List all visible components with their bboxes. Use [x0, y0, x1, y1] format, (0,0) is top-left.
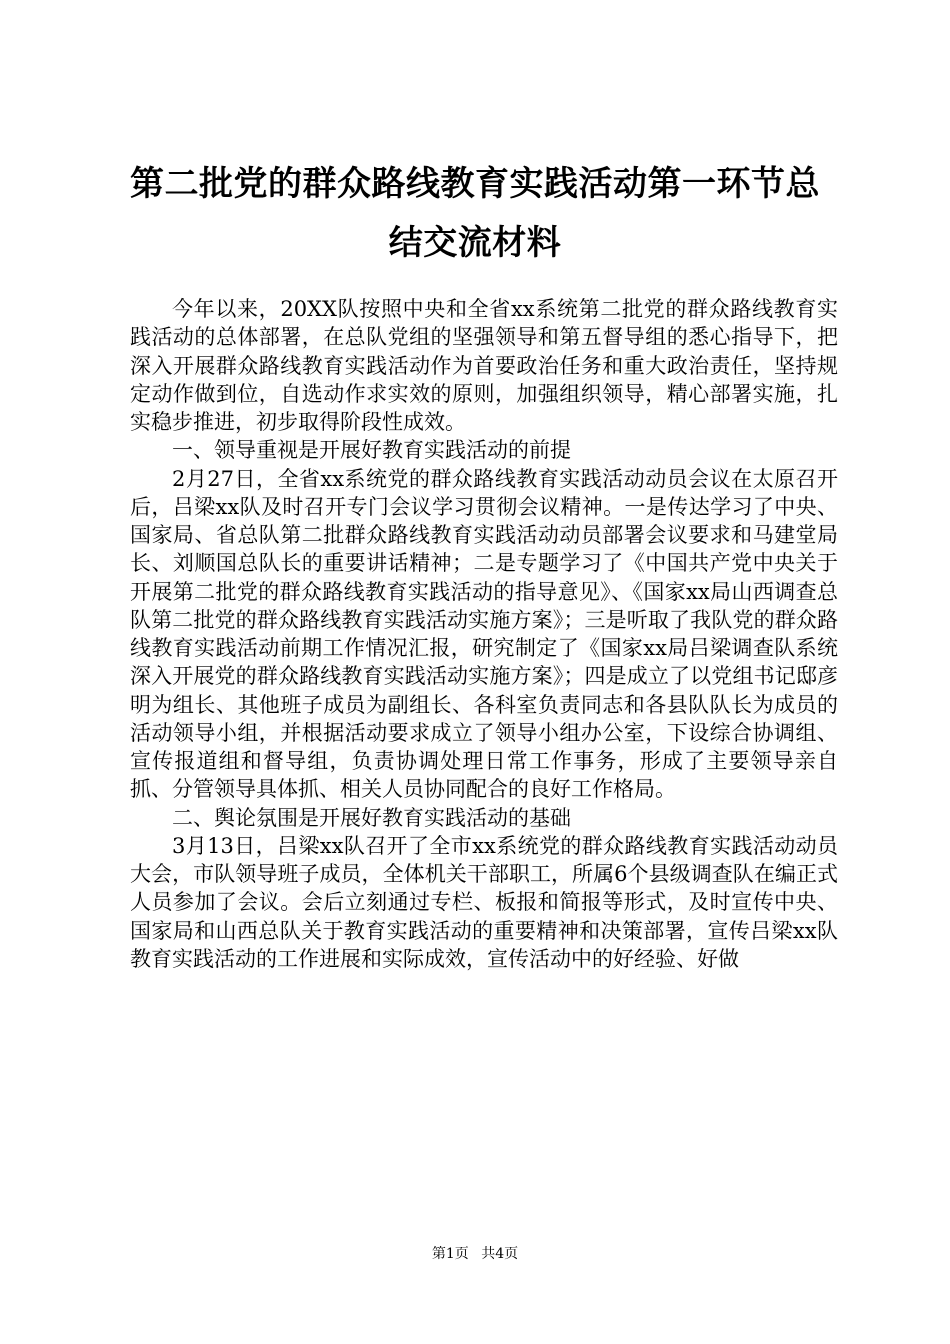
section-heading-2: 二、舆论氛围是开展好教育实践活动的基础: [172, 805, 571, 830]
section-heading-1: 一、领导重视是开展好教育实践活动的前提: [172, 438, 571, 463]
document-body: [130, 295, 838, 973]
section-2-paragraph: 3月13日，吕梁xx队召开了全市xx系统党的群众路线教育实践活动动员大会，市队领导班子成员，全体机关干部职工，所属6个县级调查队在编正式人员参加了会议。会后立刻通过专栏、板报和简报等形式，及时宣传中央、国家局和山西总队关于教育实践活动的重要精神和决策部署，宣传吕梁xx队教育实践活动的工作进展和实际成效，宣传活动中的好经验、好做: [130, 833, 838, 971]
section-1-paragraph: 2月27日，全省xx系统党的群众路线教育实践活动动员会议在太原召开后，吕梁xx队及时召开专门会议学习贯彻会议精神。一是传达学习了中央、国家局、省总队第二批群众路线教育实践活动动员部署会议要求和马建堂局长、刘顺国总队长的重要讲话精神；二是专题学习了《中国共产党中央关于开展第二批党的群众路线教育实践活动的指导意见》、《国家xx局山西调查总队第二批党的群众路线教育实践活动实施方案》；三是听取了我队党的群众路线教育实践活动前期工作情况汇报，研究制定了《国家xx局吕梁调查队系统深入开展党的群众路线教育实践活动实施方案》；四是成立了以党组书记邸彦明为组长、其他班子成员为副组长、各科室负责同志和各县队队长为成员的活动领导小组，并根据活动要求成立了领导小组办公室，下设综合协调组、宣传报道组和督导组，负责协调处理日常工作事务，形成了主要领导亲自抓、分管领导具体抓、相关人员协同配合的良好工作格局。: [130, 466, 838, 802]
intro-paragraph: 今年以来，20XX队按照中央和全省xx系统第二批党的群众路线教育实践活动的总体部署，在总队党组的坚强领导和第五督导组的悉心指导下，把深入开展群众路线教育实践活动作为首要政治任务和重大政治责任，坚持规定动作做到位，自选动作求实效的原则，加强组织领导，精心部署实施，扎实稳步推进，初步取得阶段性成效。: [130, 297, 838, 434]
page-number: 第1页: [431, 1246, 469, 1262]
document-title-line-1: 第二批党的群众路线教育实践活动第一环节总: [130, 164, 820, 204]
page-total: 共4页: [481, 1246, 519, 1262]
page-footer: [0, 1243, 950, 1263]
document-title-line-2: 结交流材料: [388, 223, 562, 263]
